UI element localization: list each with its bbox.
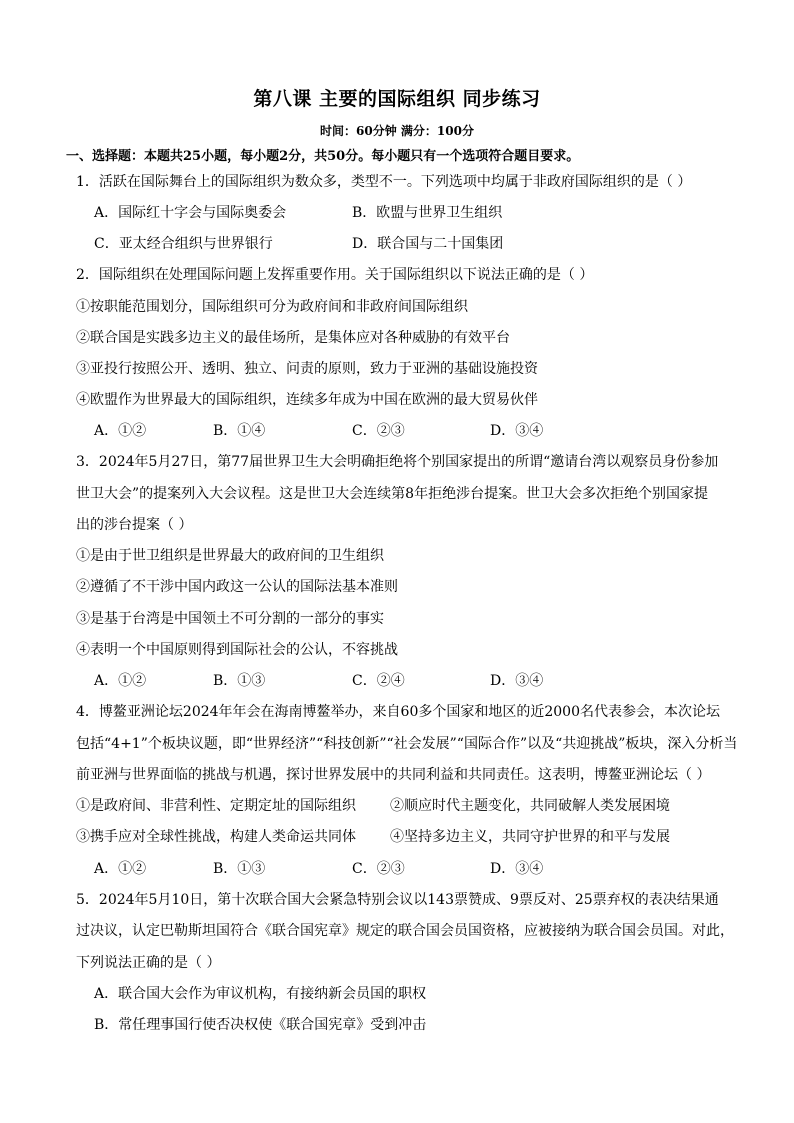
question-3-stem-line: 出的涉台提案（ ） [76, 517, 193, 533]
question-5-option-b: B．常任理事国行使否决权使《联合国宪章》受到冲击 [94, 1017, 427, 1033]
question-4-stem-line: 前亚洲与世界面临的挑战与机遇，探讨世界发展中的共同利益和共同责任。这表明，博鳌亚洲论坛（ ） [76, 767, 711, 783]
question-4-stem-line: 包括“4+1”个板块议题，即“世界经济”“科技创新”“社会发展”“国际合作”以及“共迎挑战”板块，深入分析当 [76, 736, 738, 752]
question-2-option-a: A．①② [94, 423, 147, 439]
question-4-option-c: C．②③ [352, 861, 405, 877]
question-4-option-b: B．①③ [213, 861, 266, 877]
question-5-stem-line: 过决议，认定巴勒斯坦国符合《联合国宪章》规定的联合国会员国资格，应被接纳为联合国会员国。对此， [76, 923, 734, 939]
question-3-option-d: D．③④ [490, 673, 544, 689]
question-4-item: ④坚持多边主义，共同守护世界的和平与发展 [390, 829, 670, 845]
question-5-stem-line: 下列说法正确的是（ ） [76, 955, 221, 971]
question-3-option-a: A．①② [94, 673, 147, 689]
question-2-stem: 2．国际组织在处理国际问题上发挥重要作用。关于国际组织以下说法正确的是（ ） [76, 267, 594, 283]
question-2-item: ②联合国是实践多边主义的最佳场所，是集体应对各种威胁的有效平台 [76, 330, 510, 346]
section-heading: 一、选择题：本题共25小题，每小题2分，共50分。每小题只有一个选项符合题目要求。 [66, 149, 580, 164]
question-1-stem: 1．活跃在国际舞台上的国际组织为数众多，类型不一。下列选项中均属于非政府国际组织的是（ ） [76, 174, 692, 190]
page-title: 第八课 主要的国际组织 同步练习 [253, 88, 541, 110]
question-3-item: ①是由于世卫组织是世界最大的政府间的卫生组织 [76, 548, 384, 564]
exam-meta: 时间：60分钟 满分：100分 [320, 124, 474, 138]
question-1-option-a: A．国际红十字会与国际奥委会 [94, 205, 287, 221]
question-2-item: ①按职能范围划分，国际组织可分为政府间和非政府间国际组织 [76, 299, 468, 315]
question-3-option-c: C．②④ [352, 673, 405, 689]
question-2-option-d: D．③④ [490, 423, 544, 439]
question-3-item: ④表明一个中国原则得到国际社会的公认，不容挑战 [76, 642, 398, 658]
question-1-option-c: C．亚太经合组织与世界银行 [94, 236, 273, 252]
question-1-option-b: B．欧盟与世界卫生组织 [352, 205, 503, 221]
question-3-item: ②遵循了不干涉中国内政这一公认的国际法基本准则 [76, 579, 398, 595]
question-3-stem-line: 世卫大会”的提案列入大会议程。这是世卫大会连续第8年拒绝涉台提案。世卫大会多次拒绝个别国家提 [76, 486, 709, 502]
question-2-option-b: B．①④ [213, 423, 266, 439]
question-4-option-d: D．③④ [490, 861, 544, 877]
question-4-item: ③携手应对全球性挑战，构建人类命运共同体 [76, 829, 356, 845]
question-1-option-d: D．联合国与二十国集团 [352, 236, 504, 252]
question-5-stem-line: 5．2024年5月10日，第十次联合国大会紧急特别会议以143票赞成、9票反对、25票弃权的表决结果通 [76, 892, 719, 908]
question-5-option-a: A．联合国大会作为审议机构，有接纳新会员国的职权 [94, 986, 427, 1002]
question-4-item: ②顺应时代主题变化，共同破解人类发展困境 [390, 798, 670, 814]
question-4-item: ①是政府间、非营利性、定期定址的国际组织 [76, 798, 356, 814]
question-2-item: ④欧盟作为世界最大的国际组织，连续多年成为中国在欧洲的最大贸易伙伴 [76, 392, 538, 408]
question-4-option-a: A．①② [94, 861, 147, 877]
question-2-item: ③亚投行按照公开、透明、独立、问责的原则，致力于亚洲的基础设施投资 [76, 361, 538, 377]
question-3-item: ③是基于台湾是中国领土不可分割的一部分的事实 [76, 611, 384, 627]
question-4-stem-line: 4．博鳌亚洲论坛2024年年会在海南博鳌举办，来自60多个国家和地区的近2000名代表参会，本次论坛 [76, 704, 720, 720]
question-3-stem-line: 3．2024年5月27日，第77届世界卫生大会明确拒绝将个别国家提出的所谓“邀请台湾以观察员身份参加 [76, 454, 719, 470]
question-2-option-c: C．②③ [352, 423, 405, 439]
question-3-option-b: B．①③ [213, 673, 266, 689]
